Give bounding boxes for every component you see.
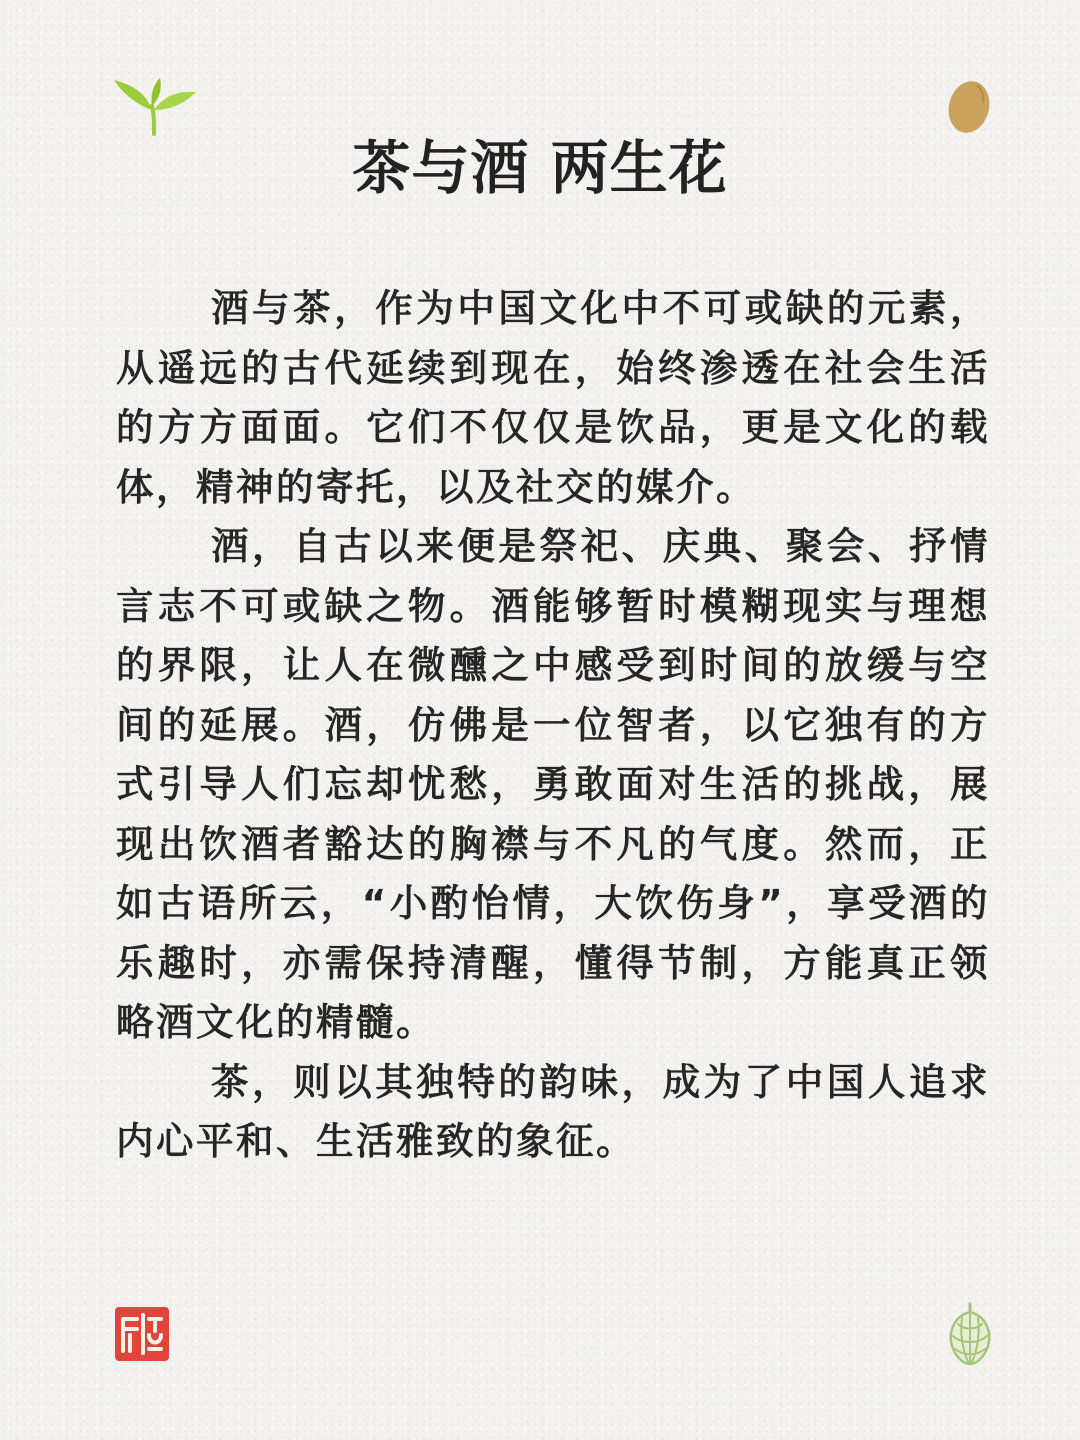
tea-leaf-icon bbox=[112, 76, 198, 140]
red-seal-icon bbox=[113, 1305, 171, 1363]
paragraph-tea: 茶，则以其独特的韵味，成为了中国人追求内心平和、生活雅致的象征。 bbox=[116, 1059, 990, 1163]
paragraph-intro: 酒与茶，作为中国文化中不可或缺的元素，从遥远的古代延续到现在，始终渗透在社会生活的方方面面。它们不仅仅是饮品，更是文化的载体，精神的寄托，以及社交的媒介。 bbox=[116, 286, 990, 509]
hop-cone-icon bbox=[944, 1302, 996, 1366]
paragraph-wine: 酒，自古以来便是祭祀、庆典、聚会、抒情言志不可或缺之物。酒能够暂时模糊现实与理想的界限，让人在微醺之中感受到时间的放缓与空间的延展。酒，仿佛是一位智者，以它独有的方式引导人们忘却忧愁，勇敢面对生活的挑战，展现出饮酒者豁达的胸襟与不凡的气度。然而，正如古语所云，“小酌怡情，大饮伤身”，享受酒的乐趣时，亦需保持清醒，懂得节制，方能真正领略酒文化的精髓。 bbox=[116, 524, 990, 1044]
article-body bbox=[116, 279, 990, 1172]
page-title: 茶与酒 两生花 bbox=[352, 134, 728, 202]
seed-icon bbox=[944, 76, 994, 136]
